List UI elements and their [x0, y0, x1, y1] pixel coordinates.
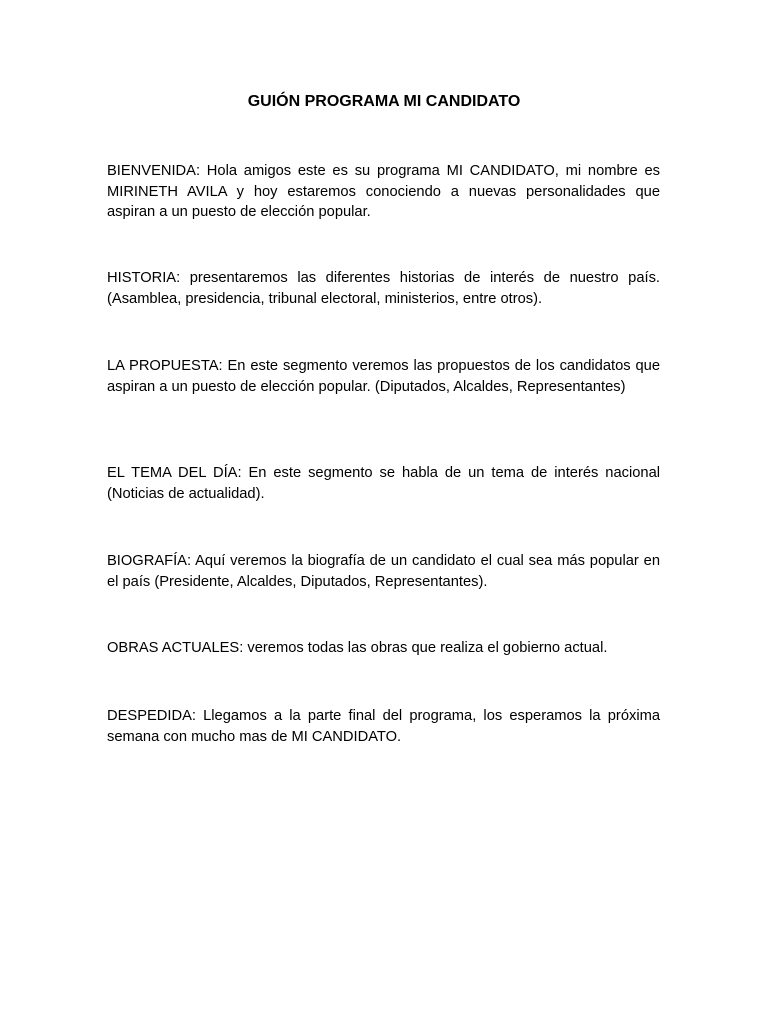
document-title: GUIÓN PROGRAMA MI CANDIDATO	[247, 93, 521, 110]
paragraph-historia: HISTORIA: presentaremos las diferentes historias de interés de nuestro país. (Asamblea, presidencia, tribunal electoral, ministerios, entre otros).	[107, 270, 660, 307]
paragraph-tema-del-dia: EL TEMA DEL DÍA: En este segmento se habla de un tema de interés nacional (Noticias de actualidad).	[107, 465, 660, 502]
paragraph-biografia: BIOGRAFÍA: Aquí veremos la biografía de un candidato el cual sea más popular en el país (Presidente, Alcaldes, Diputados, Representantes).	[107, 553, 660, 590]
paragraph-obras-actuales: OBRAS ACTUALES: veremos todas las obras que realiza el gobierno actual.	[107, 640, 608, 656]
paragraph-bienvenida: BIENVENIDA: Hola amigos este es su programa MI CANDIDATO, mi nombre es MIRINETH AVILA y hoy estaremos conociendo a nuevas personalidades que aspiran a un puesto de elección popular.	[107, 163, 660, 220]
paragraph-la-propuesta: LA PROPUESTA: En este segmento veremos las propuestos de los candidatos que aspiran a un puesto de elección popular. (Diputados, Alcaldes, Representantes)	[107, 358, 660, 395]
paragraph-despedida: DESPEDIDA: Llegamos a la parte final del programa, los esperamos la próxima semana con mucho mas de MI CANDIDATO.	[107, 708, 660, 745]
